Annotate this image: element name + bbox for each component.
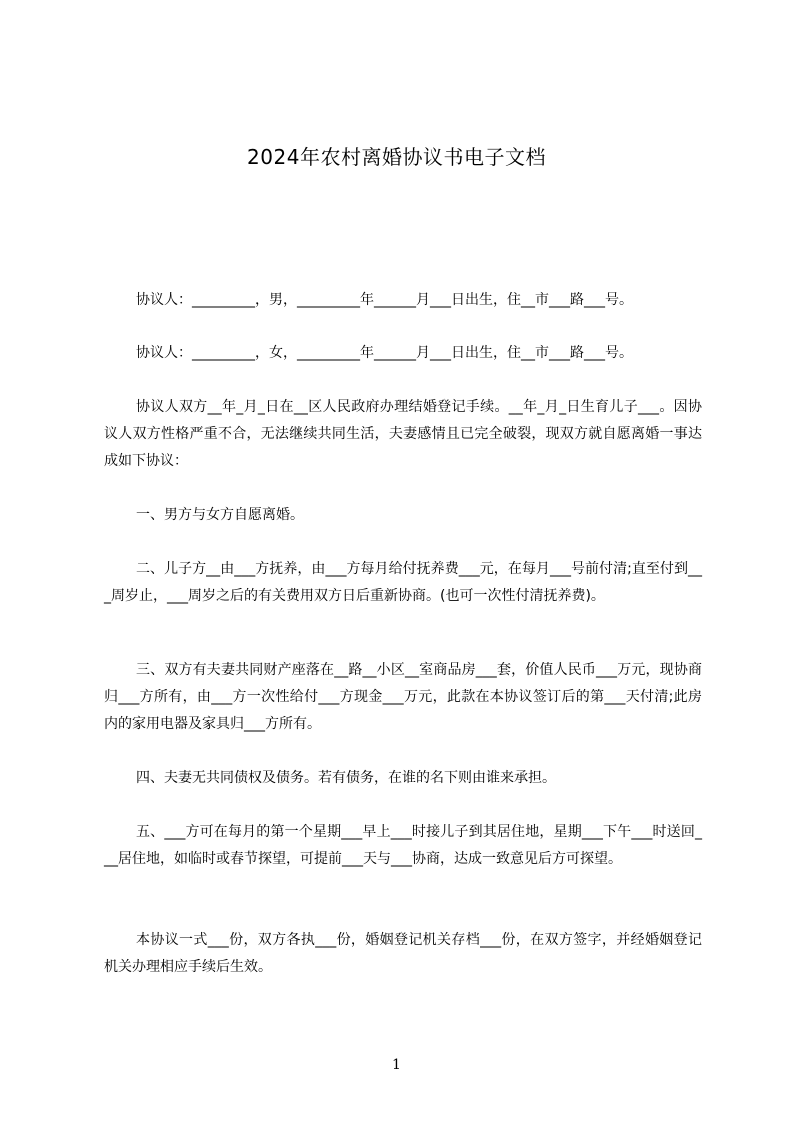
party-female-paragraph: 协议人：_________，女，_________年______月___日出生，住__市___路___号。 xyxy=(136,345,633,361)
clause-2-paragraph: 二、儿子方__由___方抚养，由___方每月给付抚养费___元，在每月___号前付清;直至付到___周岁止，___周岁之后的有关费用双方日后重新协商。(也可一次性付清抚养费)。 xyxy=(104,561,702,604)
clause-5-paragraph: 五、___方可在每月的第一个星期___早上___时接儿子到其居住地，星期___下午___时送回___居住地，如临时或春节探望，可提前___天与___协商，达成一致意见后方可探望。 xyxy=(104,824,702,867)
background-paragraph: 协议人双方__年_月_日在__区人民政府办理结婚登记手续。__年_月_日生育儿子___。因协议人双方性格严重不合，无法继续共同生活，夫妻感情且已完全破裂，现双方就自愿离婚一事达成如下协议： xyxy=(104,399,702,469)
clause-1-paragraph: 一、男方与女方自愿离婚。 xyxy=(136,507,304,523)
closing-paragraph: 本协议一式___份，双方各执___份，婚姻登记机关存档___份，在双方签字，并经婚姻登记机关办理相应手续后生效。 xyxy=(104,932,702,975)
clause-4-paragraph: 四、夫妻无共同债权及债务。若有债务，在谁的名下则由谁来承担。 xyxy=(136,770,556,786)
party-male-paragraph: 协议人：_________，男，_________年______月___日出生，住__市___路___号。 xyxy=(136,292,633,308)
document-title: 2024年农村离婚协议书电子文档 xyxy=(247,145,546,169)
clause-3-paragraph: 三、双方有夫妻共同财产座落在__路__小区__室商品房___套，价值人民币___万元，现协商归___方所有，由___方一次性给付___方现金___万元，此款在本协议签订后的第___天付清;此房内的家用电器及家具归___方所有。 xyxy=(104,662,702,732)
page-number: 1 xyxy=(392,1057,401,1073)
